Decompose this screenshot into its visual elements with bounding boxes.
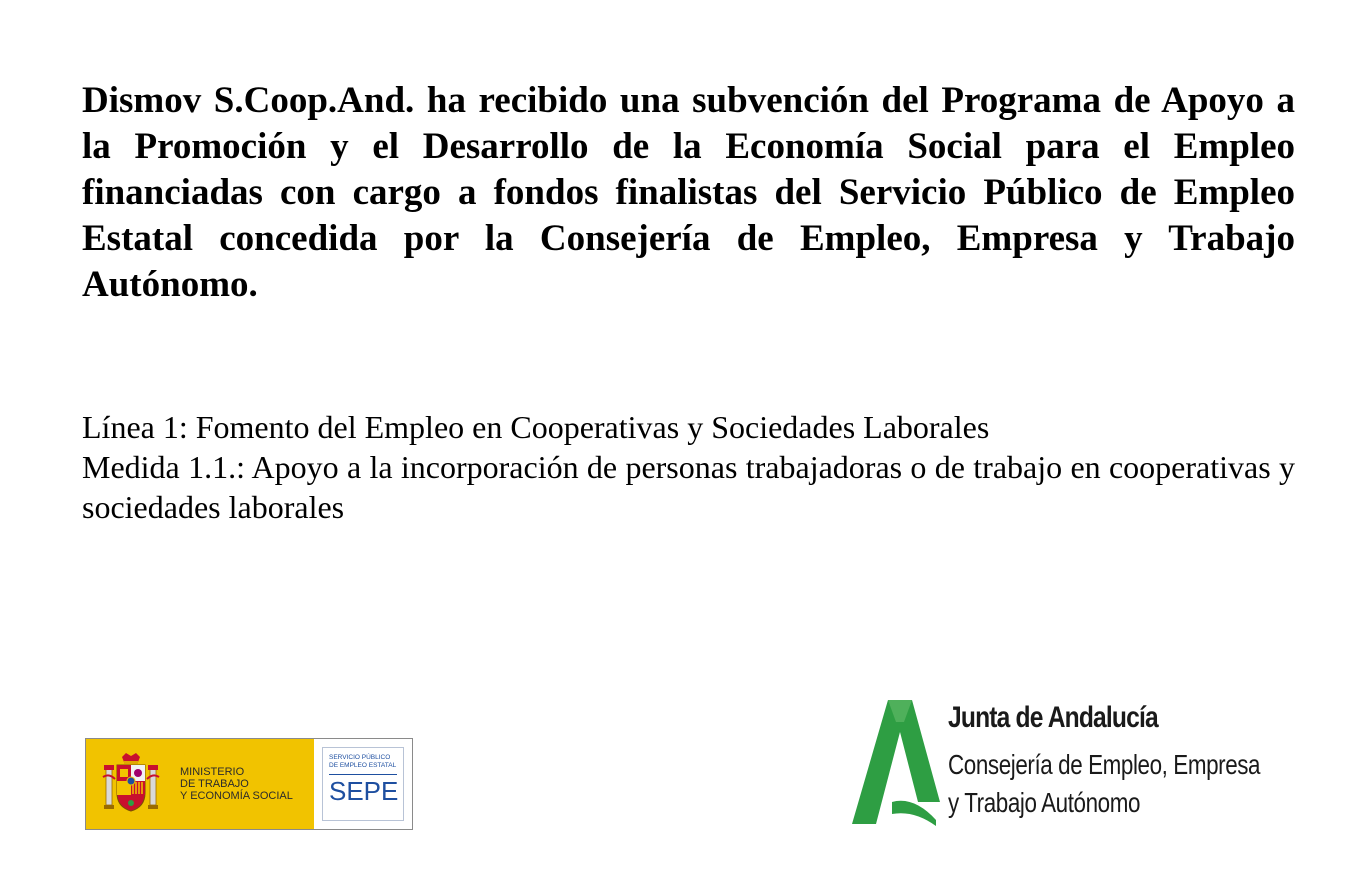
- ministry-logo-panel: [86, 739, 314, 829]
- sepe-small-line: DE EMPLEO ESTATAL: [329, 762, 397, 769]
- junta-subtitle: [948, 746, 1260, 822]
- junta-subtitle-line: y Trabajo Autónomo: [948, 787, 1141, 818]
- junta-andalucia-logo: [852, 698, 1261, 828]
- andalucia-a-icon: [852, 698, 942, 826]
- grant-headline: Dismov S.Coop.And. ha recibido una subvención del Programa de Apoyo a la Promoción y el Desarrollo de la Economía Social para el Empleo financiadas con cargo a fondos finalistas del Servicio Público de Empleo Estatal concedida por la Consejería de Empleo, Empresa y Trabajo Autónomo.: [82, 80, 1295, 305]
- sepe-logo-frame: [322, 747, 404, 821]
- sepe-name: SEPE: [329, 776, 399, 806]
- program-details: [82, 407, 1295, 527]
- program-measure: Medida 1.1.: Apoyo a la incorporación de personas trabajadoras o de trabajo en cooperativas y sociedades laborales: [82, 449, 1295, 525]
- ministry-name-line: Y ECONOMÍA SOCIAL: [180, 790, 293, 802]
- program-line: Línea 1: Fomento del Empleo en Cooperativas y Sociedades Laborales: [82, 409, 990, 445]
- junta-title: Junta de Andalucía: [948, 701, 1158, 734]
- ministry-sepe-logo: [85, 738, 413, 830]
- sepe-logo: [314, 739, 412, 829]
- sepe-divider: [329, 774, 397, 775]
- ministry-name: [180, 766, 293, 802]
- ministry-name-line: MINISTERIO: [180, 766, 245, 778]
- ministry-name-line: DE TRABAJO: [180, 778, 249, 790]
- sepe-small-line: SERVICIO PÚBLICO: [329, 754, 391, 761]
- junta-subtitle-line: Consejería de Empleo, Empresa: [948, 749, 1261, 780]
- coat-of-arms-icon: [100, 751, 162, 817]
